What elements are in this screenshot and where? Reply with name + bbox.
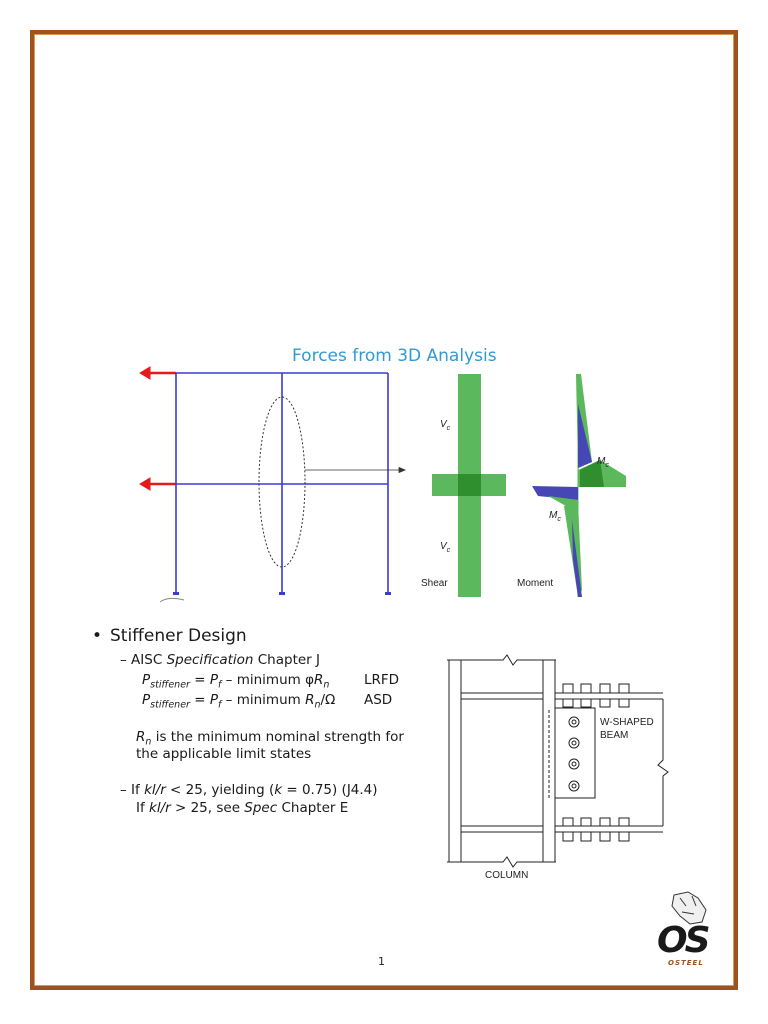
vc-bottom-label: $V_c$ (440, 541, 451, 554)
if-spec-line: If kl/r > 25, see Spec Chapter E (136, 800, 349, 816)
beam-label: W-SHAPED BEAM (600, 717, 654, 741)
figure-title: Forces from 3D Analysis (292, 346, 497, 366)
page-number: 1 (378, 955, 385, 968)
if-yielding-line: – If kl/r < 25, yielding (k = 0.75) (J4.4) (120, 782, 378, 798)
mc-top-label: $M_c$ (597, 456, 609, 469)
column-label: COLUMN (485, 870, 529, 881)
rn-note-line2: the applicable limit states (136, 746, 312, 762)
rn-note-line1: $R_n$ is the minimum nominal strength for (136, 729, 404, 748)
logo-brand: OSTEEL (668, 959, 704, 967)
spec-line: – AISC Specification Chapter J (120, 652, 321, 668)
mc-bottom-label: $M_c$ (549, 510, 561, 523)
equation-lrfd: $P_{stiffener} = P_f$ – minimum $\varphi R_n$ (142, 672, 330, 691)
vc-top-label: $V_c$ (440, 419, 451, 432)
moment-label: Moment (517, 578, 554, 589)
equation-asd: $P_{stiffener} = P_f$ – minimum $R_n/\Omega$ (142, 692, 336, 711)
bullet-heading: • Stiffener Design (92, 626, 247, 646)
asd-label: ASD (364, 692, 393, 708)
shear-label: Shear (421, 578, 448, 589)
logo-letters: OS (657, 920, 708, 961)
lrfd-label: LRFD (364, 672, 400, 688)
